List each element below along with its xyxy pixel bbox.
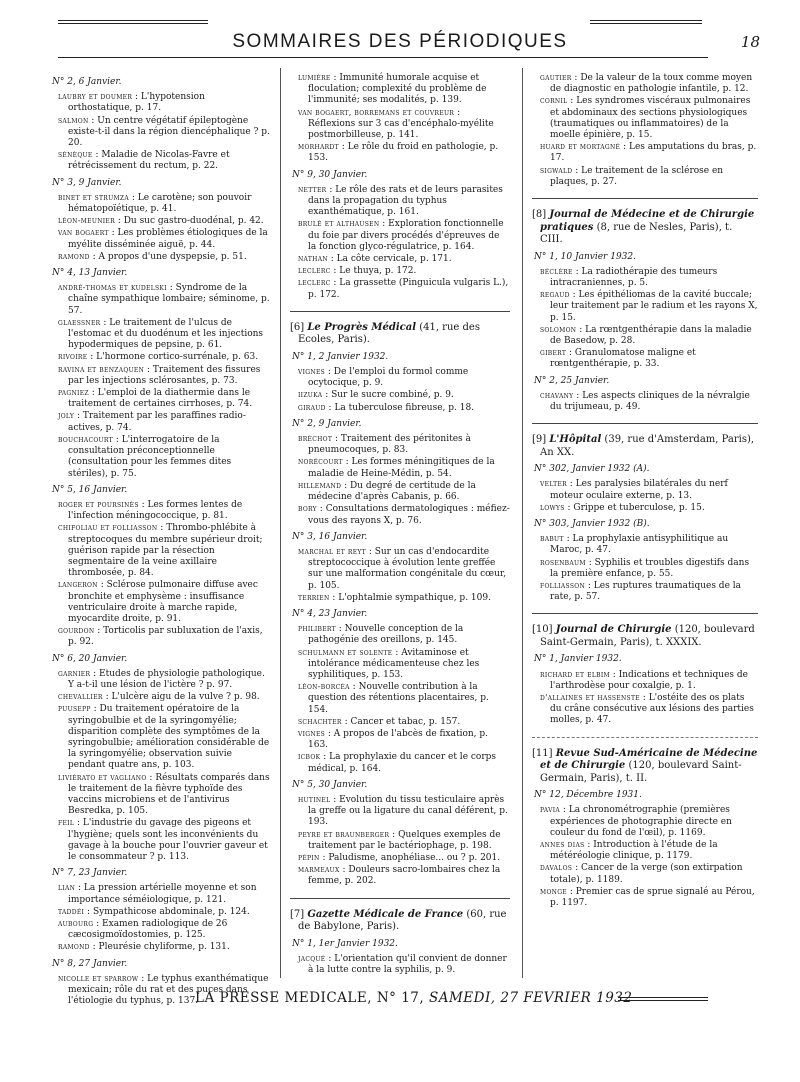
article-authors: terrien <box>298 592 330 602</box>
article-title: : Le traitement de la sclérose en plaques, p. 27. <box>550 165 724 187</box>
article-entry <box>298 623 510 646</box>
issue-heading: N° 2, 25 Janvier. <box>534 375 610 386</box>
article-entry <box>298 218 510 253</box>
article-entry <box>540 390 758 413</box>
periodical-name: Journal de Chirurgie <box>555 624 672 636</box>
page-number: 18 <box>740 33 760 51</box>
header-rule-left-top <box>58 20 208 21</box>
article-entry <box>58 941 272 953</box>
article-title: : La pression artérielle moyenne et son importance séméiologique, p. 121. <box>68 883 257 905</box>
article-authors: lowys <box>540 502 565 512</box>
article-title: : Maladie de Nicolas-Favre et rétrécissement du rectum, p. 22. <box>68 150 230 172</box>
article-entry <box>58 387 272 410</box>
article-authors: sénèque <box>58 150 93 160</box>
article-authors: van bogaert <box>58 228 109 238</box>
periodical-number: [9] <box>532 434 550 446</box>
article-authors: léon-meunier <box>58 216 115 226</box>
issue-heading: N° 303, Janvier 1932 (B). <box>534 518 650 529</box>
article-title: : Les aspects cliniques de la névralgie du trijumeau, p. 49. <box>550 390 750 412</box>
article-entry <box>58 522 272 579</box>
page-title: SOMMAIRES DES PÉRIODIQUES <box>232 31 568 52</box>
article-title: : L'ophtalmie sympathique, p. 109. <box>329 592 491 603</box>
article-title: : La prophylaxie antisyphilitique au Maroc, p. 47. <box>550 534 729 556</box>
article-title: : Immunité humorale acquise et floculation; complexité du problème de l'immunité; ses modalités, p. 139. <box>308 73 487 106</box>
article-title: : Cancer et tabac, p. 157. <box>341 716 461 727</box>
article-title: : L'ulcère aigu de la vulve ? p. 98. <box>102 692 260 703</box>
issue-heading: N° 7, 23 Janvier. <box>52 868 128 879</box>
article-entry <box>58 579 272 625</box>
periodical-address: (41, rue des Ecoles, Paris). <box>298 321 480 346</box>
article-authors: vignes <box>298 728 326 738</box>
header-rule-right-top <box>590 20 702 21</box>
section-separator <box>532 198 758 199</box>
article-title: : Les syndromes viscéraux pulmonaires et abdominaux des sections physiologiques (traumatiques ou inflammatoires) de la moelle épinière, p. 15. <box>550 96 751 141</box>
article-authors: ramond <box>58 251 90 261</box>
article-title: : Premier cas de sprue signalé au Pérou, p. 1197. <box>550 886 755 908</box>
article-title: : Pleurésie chyliforme, p. 131. <box>89 942 230 953</box>
article-title: : L'hypotension orthostatique, p. 17. <box>68 92 205 114</box>
article-authors: marchal et reyt <box>298 546 366 556</box>
article-entry <box>298 184 510 219</box>
periodical-title <box>532 209 758 247</box>
article-authors: annes dias <box>540 839 585 849</box>
header-rule-left-bottom <box>58 23 208 24</box>
article-entry <box>540 347 758 370</box>
issue-heading: N° 1, Janvier 1932. <box>534 654 622 665</box>
article-title: : Examen radiologique de 26 cæcosigmoïdostomies, p. 125. <box>68 919 228 941</box>
periodical-address: (120, boulevard Saint-Germain, Paris), t. XXXIX. <box>540 624 755 648</box>
article-entry <box>540 72 758 95</box>
article-entry <box>298 794 510 829</box>
article-entry <box>540 804 758 839</box>
article-authors: laubry et doumer <box>58 92 133 102</box>
article-entry <box>298 265 510 277</box>
article-authors: nathan <box>298 254 328 264</box>
article-authors: d'allaines et hassenste <box>540 693 640 703</box>
periodical-title <box>290 322 510 347</box>
article-authors: cornil <box>540 96 568 106</box>
article-title: : L'hormone cortico-surrénale, p. 63. <box>87 352 259 363</box>
article-title: : Nouvelle contribution à la question des rétentions placentaires, p. 154. <box>308 682 489 715</box>
article-authors: langeron <box>58 580 98 590</box>
column-1 <box>50 72 272 1007</box>
article-authors: norécourt <box>298 457 343 467</box>
article-authors: davalos <box>540 863 573 873</box>
article-entry <box>298 953 510 976</box>
article-title: : Les formes lentes de l'infection méningococcique, p. 81. <box>68 499 243 522</box>
article-entry <box>58 251 272 263</box>
column-2 <box>290 72 510 976</box>
column-divider-2 <box>522 68 523 978</box>
article-title: : L'orientation qu'il convient de donner à la lutte contre la syphilis, p. 9. <box>308 953 507 975</box>
article-title: : L'interrogatoire de la consultation préconceptionnelle (consultation pour les femmes dites stériles), p. 75. <box>68 434 232 479</box>
article-authors: binet et strumza <box>58 192 130 202</box>
header-rule-under <box>58 57 708 58</box>
article-entry <box>540 533 758 556</box>
issue-heading: N° 5, 16 Janvier. <box>52 484 128 495</box>
article-entry <box>58 410 272 433</box>
periodical-name: L'Hôpital <box>549 434 602 446</box>
article-entry <box>58 772 272 818</box>
article-title: : Syndrome de la chaîne sympathique lombaire; séminome, p. 57. <box>68 283 270 316</box>
article-title: : La côte cervicale, p. 171. <box>327 254 452 265</box>
article-title: : Quelques exemples de traitement par le bactériophage, p. 198. <box>308 829 501 851</box>
periodical-name: Le Progrès Médical <box>307 321 417 333</box>
article-authors: regaud <box>540 290 570 300</box>
article-authors: joly <box>58 411 75 421</box>
issue-heading: N° 302, Janvier 1932 (A). <box>534 464 650 475</box>
article-title: : Le rôle du froid en pathologie, p. 153. <box>308 142 499 164</box>
article-authors: aubourg <box>58 919 94 929</box>
article-title: : La rœntgenthérapie dans la maladie de Basedow, p. 28. <box>550 324 752 346</box>
article-title: : Grippe et tuberculose, p. 15. <box>564 502 705 513</box>
article-authors: bory <box>298 504 317 514</box>
periodical-address: (120, boulevard Saint-Germain, Paris), t. II. <box>540 760 742 784</box>
periodical-number: [6] <box>290 321 308 333</box>
article-entry <box>298 592 510 604</box>
article-entry <box>298 751 510 774</box>
article-entry <box>540 324 758 347</box>
article-entry <box>58 882 272 905</box>
issue-heading: N° 1, 2 Janvier 1932. <box>292 351 389 362</box>
article-entry <box>298 546 510 592</box>
article-authors: rivoire <box>58 352 88 362</box>
column-divider-1 <box>280 68 281 978</box>
article-title: : La prophylaxie du cancer et le corps médical, p. 164. <box>308 752 497 774</box>
article-title: : De la valeur de la toux comme moyen de diagnostic en pathologie infantile, p. 12. <box>550 73 753 95</box>
article-title: : Les paralysies bilatérales du nerf moteur oculaire externe, p. 13. <box>550 479 728 501</box>
article-title: : De l'emploi du formol comme ocytocique, p. 9. <box>308 367 469 389</box>
article-title: : Traitement par les paraffines radio-actives, p. 74. <box>68 411 246 433</box>
article-authors: feil <box>58 818 75 828</box>
article-title: : Granulomatose maligne et rœntgenthérapie, p. 33. <box>550 348 696 370</box>
article-authors: taddéi <box>58 906 85 916</box>
article-title: : Du suc gastro-duodénal, p. 42. <box>114 216 264 227</box>
article-title: : Les amputations du bras, p. 17. <box>550 142 757 164</box>
article-title: : Nouvelle conception de la pathogénie des oreillons, p. 145. <box>308 624 464 646</box>
article-authors: roger et poursinès <box>58 499 139 509</box>
section-separator <box>290 311 510 312</box>
article-entry <box>540 502 758 514</box>
article-authors: lian <box>58 883 76 893</box>
article-authors: velter <box>540 479 567 489</box>
article-entry <box>58 668 272 691</box>
article-authors: pavia <box>540 805 561 815</box>
issue-heading: N° 1, 1er Janvier 1932. <box>292 938 398 949</box>
article-authors: babut <box>540 534 564 544</box>
footer-date: SAMEDI, 27 FEVRIER 1932 <box>428 990 633 1006</box>
article-title: : Consultations dermatologiques : méfiez-vous des rayons X, p. 76. <box>308 504 510 526</box>
article-title: : Etudes de physiologie pathologique. Y a-t-il une lésion de l'ictère ? p. 97. <box>68 668 265 690</box>
article-authors: schachter <box>298 716 342 726</box>
footer-text <box>195 990 633 1006</box>
article-title: : Douleurs sacro-lombaires chez la femme, p. 202. <box>308 865 501 887</box>
article-title: : Les problèmes étiologiques de la myélite disséminée aiguë, p. 44. <box>68 228 268 250</box>
article-entry <box>298 647 510 682</box>
article-entry <box>540 669 758 692</box>
article-entry <box>58 282 272 317</box>
article-entry <box>58 351 272 363</box>
article-authors: jacqué <box>298 953 326 963</box>
article-entry <box>298 864 510 887</box>
issue-heading: N° 3, 16 Janvier. <box>292 531 368 542</box>
article-authors: glaessner <box>58 317 101 327</box>
issue-heading: N° 4, 13 Janvier. <box>52 268 128 279</box>
article-entry <box>298 366 510 389</box>
article-entry <box>298 829 510 852</box>
article-authors: liviérato et vagliano <box>58 772 147 782</box>
article-entry <box>58 364 272 387</box>
article-authors: ramond <box>58 942 90 952</box>
periodical-name: Journal de Médecine et de Chirurgie pratiques <box>540 209 755 233</box>
article-entry <box>540 478 758 501</box>
article-authors: lumière <box>298 73 331 82</box>
article-title: : Cancer de la verge (son extirpation totale), p. 1189. <box>550 863 743 885</box>
article-authors: vignes <box>298 367 326 377</box>
article-title: : Résultats comparés dans le traitement de la fièvre typhoïde des vaccins microbiens et de l'antivirus Besredka, p. 105. <box>68 772 270 817</box>
article-title: : L'industrie du gavage des pigeons et l'hygiène; quels sont les inconvénients du gavage à la bouche pour l'ouvrier gaveur et le consommateur ? p. 113. <box>68 818 268 862</box>
article-entry <box>58 149 272 172</box>
article-entry <box>540 266 758 289</box>
article-authors: marmeaux <box>298 865 340 875</box>
article-entry <box>298 253 510 265</box>
article-entry <box>58 215 272 227</box>
article-entry <box>58 906 272 918</box>
article-authors: chavany <box>540 390 574 400</box>
article-entry <box>58 434 272 480</box>
article-authors: leclerc <box>298 278 331 288</box>
periodical-number: [11] <box>532 747 556 759</box>
periodical-number: [8] <box>532 209 550 221</box>
footer-rule-top <box>618 997 708 998</box>
article-authors: gibert <box>540 348 567 358</box>
footer-rule-bottom <box>618 1000 708 1001</box>
article-authors: salmon <box>58 115 89 125</box>
article-title: : A propos d'une dyspepsie, p. 51. <box>89 251 247 262</box>
article-authors: van bogaert, borremans et couvreur <box>298 107 455 117</box>
article-authors: pagniez <box>58 388 89 398</box>
article-authors: bouchacourt <box>58 434 113 444</box>
article-title: : L'ostéite des os plats du crâne consécutive aux lésions des parties molles, p. 47. <box>550 693 754 726</box>
article-entry <box>298 480 510 503</box>
article-title: : Le traitement de l'ulcus de l'estomac et du duodénum et les injections hypodermiques de pepsine, p. 61. <box>68 317 264 351</box>
article-authors: rosenbaum <box>540 557 586 567</box>
article-title: : Les ruptures traumatiques de la rate, p. 57. <box>550 581 741 603</box>
article-entry <box>58 691 272 703</box>
footer-journal: LA PRESSE MEDICALE, <box>195 990 373 1006</box>
article-title: : Sur un cas d'endocardite streptococcique à évolution lente greffée sur une malformation congénitale du cœur, p. 105. <box>308 546 507 591</box>
article-entry <box>298 716 510 728</box>
article-authors: puusepp <box>58 704 91 714</box>
article-authors: béclère <box>540 266 573 276</box>
issue-heading: N° 3, 9 Janvier. <box>52 177 122 188</box>
article-title: : Réflexions sur 3 cas d'encéphalo-myélite postmorbilleuse, p. 141. <box>308 107 494 141</box>
article-entry <box>540 886 758 909</box>
article-entry <box>540 141 758 164</box>
article-authors: léon-borcéa <box>298 682 350 692</box>
article-authors: giraud <box>298 402 326 412</box>
article-title: : Introduction à l'étude de la météréologie clinique, p. 1179. <box>550 839 718 862</box>
section-separator <box>532 737 758 738</box>
article-title: : L'emploi de la diathermie dans le traitement de certaines cirrhoses, p. 74. <box>68 388 253 410</box>
article-title: : Avitaminose et intolérance médicamenteuse chez les syphilitiques, p. 153. <box>308 647 480 680</box>
article-title: : Exploration fonctionnelle du foie par divers procédés d'épreuves de la fonction glyco-régulatrice, p. 164. <box>308 219 504 252</box>
periodical-name: Gazette Médicale de France <box>307 908 464 920</box>
periodical-title <box>532 434 758 459</box>
article-entry <box>540 95 758 141</box>
article-entry <box>298 728 510 751</box>
issue-heading: N° 9, 30 Janvier. <box>292 169 368 180</box>
article-entry <box>58 703 272 771</box>
article-entry <box>58 192 272 215</box>
article-title: : Un centre végétatif épileptogène existe-t-il dans la région diencéphalique ? p. 20. <box>68 115 270 149</box>
article-title: : Thrombo-phlébite à streptocoques du membre supérieur droit; guérison rapide par la résection segmentaire de la veine axillaire thrombosée, p. 84. <box>68 523 263 579</box>
article-authors: bréchot <box>298 434 333 444</box>
article-entry <box>58 115 272 150</box>
article-authors: huard et mortagné <box>540 142 621 152</box>
article-title: : Le carotène; son pouvoir hématopoïétique, p. 41. <box>68 192 252 215</box>
article-authors: pépin <box>298 852 320 862</box>
section-separator <box>290 898 510 899</box>
article-title: : Le rôle des rats et de leurs parasites dans la propagation du typhus exanthématique, p. 161. <box>308 184 503 218</box>
article-title: : Traitement des péritonites à pneumocoques, p. 83. <box>308 434 471 456</box>
article-entry <box>540 557 758 580</box>
article-authors: folliasson <box>540 581 586 590</box>
article-title: : Syphilis et troubles digestifs dans la première enfance, p. 55. <box>550 557 750 579</box>
periodical-number: [10] <box>532 624 556 636</box>
header-rule-right-bottom <box>590 23 702 24</box>
article-authors: nicolle et sparrow <box>58 973 139 983</box>
periodical-number: [7] <box>290 908 308 920</box>
article-title: : Le thuya, p. 172. <box>330 266 417 277</box>
article-title: : Les épithéliomas de la cavité buccale; leur traitement par le radium et les rayons X, p. 15. <box>550 290 758 323</box>
issue-heading: N° 5, 30 Janvier. <box>292 779 368 790</box>
article-authors: chifoliau et folliasson <box>58 523 158 533</box>
issue-heading: N° 8, 27 Janvier. <box>52 958 128 969</box>
periodical-title <box>532 748 758 786</box>
article-authors: leclerc <box>298 266 331 276</box>
article-title: : Traitement des fissures par les injections sclérosantes, p. 73. <box>68 364 261 386</box>
article-entry <box>58 625 272 648</box>
article-title: : Les formes méningitiques de la maladie de Heine-Médin, p. 54. <box>308 457 495 479</box>
issue-heading: N° 2, 6 Janvier. <box>52 77 122 87</box>
article-title: : Torticolis par subluxation de l'axis, p. 92. <box>68 626 263 648</box>
article-title: : Sur le sucre combiné, p. 9. <box>322 390 454 401</box>
article-entry <box>540 862 758 885</box>
article-authors: brulé et althausen <box>298 219 380 229</box>
periodical-address: (8, rue de Nesles, Paris), t. CIII. <box>540 221 733 246</box>
article-authors: hutinel <box>298 794 331 804</box>
periodical-title <box>532 624 758 649</box>
article-title: : La radiothérapie des tumeurs intracraniennes, p. 5. <box>550 266 718 288</box>
article-entry <box>58 499 272 522</box>
article-entry <box>298 681 510 716</box>
article-entry <box>58 91 272 114</box>
article-title: : La chronométrographie (premières expériences de photographie directe en couleur du fond de l'œil), p. 1169. <box>550 805 732 838</box>
footer-number: N° 17, <box>376 990 425 1006</box>
article-entry <box>540 839 758 862</box>
article-entry <box>298 456 510 479</box>
article-authors: chevallier <box>58 692 103 702</box>
page-header <box>0 0 800 60</box>
periodical-address: (39, rue d'Amsterdam, Paris), An XX. <box>540 434 755 458</box>
article-authors: monge <box>540 886 567 896</box>
article-title: : Le typhus exanthématique mexicain; rôle du rat et des puces dans l'étiologie du typhus, p. 137. <box>68 973 269 1007</box>
article-entry <box>298 72 510 107</box>
periodical-title <box>290 909 510 934</box>
article-authors: gautier <box>540 73 572 82</box>
article-authors: solomon <box>540 324 577 334</box>
article-authors: philibert <box>298 624 336 634</box>
article-title: : Du traitement opératoire de la syringobulbie et de la syringomyélie; disparition complète des symptômes de la syringobulbie; amélioration considérable de la syringomyélie; observation suivie pendant quatre ans, p. 103. <box>68 704 270 771</box>
article-authors: andré-thomas et kudelski <box>58 283 167 293</box>
article-authors: richard et elbim <box>540 669 610 679</box>
article-authors: gourdon <box>58 626 95 636</box>
article-authors: ravina et benzaquen <box>58 364 145 374</box>
article-title: : A propos de l'abcès de fixation, p. 163. <box>308 728 489 751</box>
section-separator <box>532 613 758 614</box>
article-title: : Indications et techniques de l'arthrodèse pour coxalgie, p. 1. <box>550 669 748 691</box>
article-authors: iizuka <box>298 390 323 400</box>
article-entry <box>298 503 510 526</box>
article-entry <box>540 289 758 324</box>
article-authors: hillemand <box>298 480 342 490</box>
column-3 <box>532 72 758 909</box>
article-entry <box>298 402 510 414</box>
article-entry <box>298 852 510 864</box>
article-authors: garnier <box>58 668 91 678</box>
periodical-address: (60, rue de Babylone, Paris). <box>298 908 507 933</box>
issue-heading: N° 12, Décembre 1931. <box>534 790 642 801</box>
article-entry <box>540 692 758 727</box>
article-authors: icbok <box>298 752 321 762</box>
article-entry <box>298 141 510 164</box>
article-title: : Evolution du tissu testiculaire après la greffe ou la ligature du canal déférent, p. 193. <box>308 794 508 828</box>
issue-heading: N° 1, 10 Janvier 1932. <box>534 251 636 262</box>
article-entry <box>540 165 758 188</box>
article-entry <box>298 389 510 401</box>
article-entry <box>58 227 272 250</box>
article-title: : La grassette (Pinguicula vulgaris L.), p. 172. <box>308 278 509 300</box>
article-authors: netter <box>298 184 327 194</box>
article-title: : Du degré de certitude de la médecine d'après Cabanis, p. 66. <box>308 480 476 503</box>
section-separator <box>532 423 758 424</box>
article-title: : Sympathicose abdominale, p. 124. <box>84 906 250 917</box>
article-authors: peyre et braunberger <box>298 829 390 839</box>
issue-heading: N° 2, 9 Janvier. <box>292 418 362 429</box>
article-entry <box>540 580 758 603</box>
article-authors: morhardt <box>298 142 339 152</box>
issue-heading: N° 6, 20 Janvier. <box>52 653 128 664</box>
article-entry <box>58 817 272 863</box>
article-authors: sigwald <box>540 165 573 175</box>
article-title: : Paludisme, anophéliase... ou ? p. 201. <box>319 852 501 863</box>
periodical-name: Revue Sud-Américaine de Médecine et de Chirurgie <box>540 747 758 772</box>
article-title: : La tuberculose fibreuse, p. 18. <box>325 402 475 413</box>
article-entry <box>58 317 272 352</box>
article-entry <box>58 918 272 941</box>
issue-heading: N° 4, 23 Janvier. <box>292 608 368 619</box>
article-entry <box>298 277 510 300</box>
article-authors: schulmann et solente <box>298 647 393 657</box>
article-entry <box>298 107 510 142</box>
article-entry <box>298 433 510 456</box>
article-title: : Sclérose pulmonaire diffuse avec bronchite et emphysème : insuffisance ventriculaire droite à marche rapide, myocardite droite, p. 91. <box>68 580 258 624</box>
page-footer <box>0 990 800 1020</box>
